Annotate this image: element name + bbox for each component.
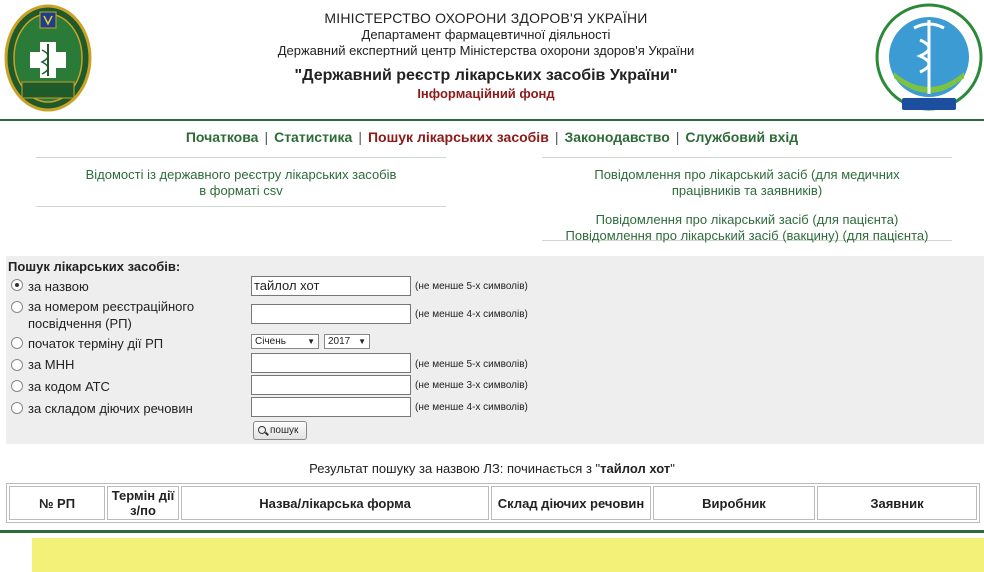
atc-input[interactable] (251, 375, 411, 395)
nav-statistics[interactable]: Статистика (274, 129, 353, 145)
notice-patient-link[interactable]: Повідомлення про лікарський засіб (для пацієнта) (595, 212, 899, 227)
year-select[interactable] (324, 334, 370, 349)
inn-hint: (не менше 5-х символів) (415, 359, 528, 370)
column-header-manufacturer: Виробник (653, 486, 815, 520)
search-button[interactable] (253, 421, 307, 440)
expert-center-logo-icon (874, 2, 984, 114)
column-header-applicant: Заявник (817, 486, 977, 520)
notice-professionals-link-line1[interactable]: Повідомлення про лікарський засіб (для медичних (594, 167, 900, 182)
column-header-term-line1: Термін дії (111, 488, 175, 503)
label-by-name: за назвою (28, 279, 89, 294)
header-divider (0, 119, 984, 121)
column-header-term (107, 486, 179, 520)
search-icon (258, 426, 266, 434)
year-value: 2017 (328, 336, 351, 347)
month-select[interactable] (251, 334, 319, 349)
atc-hint: (не менше 3-х символів) (415, 380, 528, 391)
footer-divider (0, 530, 984, 533)
label-by-inn: за МНН (28, 357, 75, 372)
nav-separator: | (358, 129, 362, 145)
radio-by-name[interactable] (11, 279, 23, 291)
label-by-term: початок терміну дії РП (28, 336, 164, 351)
registration-hint: (не менше 4-х символів) (415, 309, 528, 320)
column-header-reg-number: № РП (9, 486, 105, 520)
search-title: Пошук лікарських засобів: (8, 259, 181, 274)
column-header-name-form: Назва/лікарська форма (181, 486, 489, 520)
center-name: Державний експертний центр Міністерства охорони здоров'я України (277, 43, 695, 58)
main-nav (0, 129, 984, 145)
radio-by-composition[interactable] (11, 402, 23, 414)
page-header (0, 0, 984, 118)
result-prefix: Результат пошуку за назвою ЛЗ: починається з " (309, 461, 601, 476)
label-by-registration-2: посвідчення (РП) (28, 316, 132, 331)
search-button-label: пошук (270, 425, 299, 436)
nav-legislation[interactable]: Законодавство (564, 129, 670, 145)
name-hint: (не менше 5-х символів) (415, 281, 528, 292)
ministry-emblem-icon (4, 4, 92, 112)
result-suffix: " (670, 461, 675, 476)
chevron-down-icon: ▼ (307, 337, 315, 346)
column-header-term-line2: з/по (130, 503, 156, 518)
notice-professionals-link-line2[interactable]: працівників та заявників) (671, 183, 823, 198)
csv-link-line2[interactable]: в форматі csv (199, 183, 283, 198)
notice-info-box (542, 157, 952, 241)
page-title: "Державний реєстр лікарських засобів України" (294, 67, 678, 84)
spacer (542, 199, 952, 212)
nav-service-login[interactable]: Службовий вхід (685, 129, 799, 145)
csv-info-box (36, 157, 446, 207)
result-query: тайлол хот (600, 461, 671, 476)
radio-by-atc[interactable] (11, 380, 23, 392)
radio-by-inn[interactable] (11, 359, 23, 371)
nav-search-drugs[interactable]: Пошук лікарських засобів (367, 129, 549, 145)
nav-separator: | (264, 129, 269, 145)
name-input[interactable]: тайлол хот (251, 276, 411, 296)
inn-input[interactable] (251, 353, 411, 373)
composition-input[interactable] (251, 397, 411, 417)
label-by-registration-1: за номером реєстраційного (28, 299, 195, 314)
radio-by-registration[interactable] (11, 301, 23, 313)
registration-input[interactable] (251, 304, 411, 324)
month-value: Січень (255, 336, 286, 347)
page-subtitle: Інформаційний фонд (417, 86, 555, 101)
column-header-composition: Склад діючих речовин (491, 486, 651, 520)
ministry-name: МІНІСТЕРСТВО ОХОРОНИ ЗДОРОВ'Я УКРАЇНИ (324, 10, 648, 26)
nav-home[interactable]: Початкова (185, 129, 259, 145)
nav-separator: | (675, 129, 680, 145)
radio-by-term[interactable] (11, 337, 23, 349)
results-table (6, 483, 980, 523)
nav-separator: | (554, 129, 559, 145)
csv-link-line1[interactable]: Відомості із державного реєстру лікарських засобів (85, 167, 397, 182)
composition-hint: (не менше 4-х символів) (415, 402, 528, 413)
search-panel (6, 256, 984, 444)
department-name: Департамент фармацевтичної діяльності (361, 27, 611, 42)
footer-banner (32, 538, 984, 572)
search-result-caption (0, 461, 984, 476)
chevron-down-icon: ▼ (358, 337, 366, 346)
label-by-atc: за кодом АТС (28, 379, 110, 394)
notice-vaccine-link[interactable]: Повідомлення про лікарський засіб (вакцину) (для пацієнта) (565, 228, 929, 243)
label-by-composition: за складом діючих речовин (28, 401, 193, 416)
